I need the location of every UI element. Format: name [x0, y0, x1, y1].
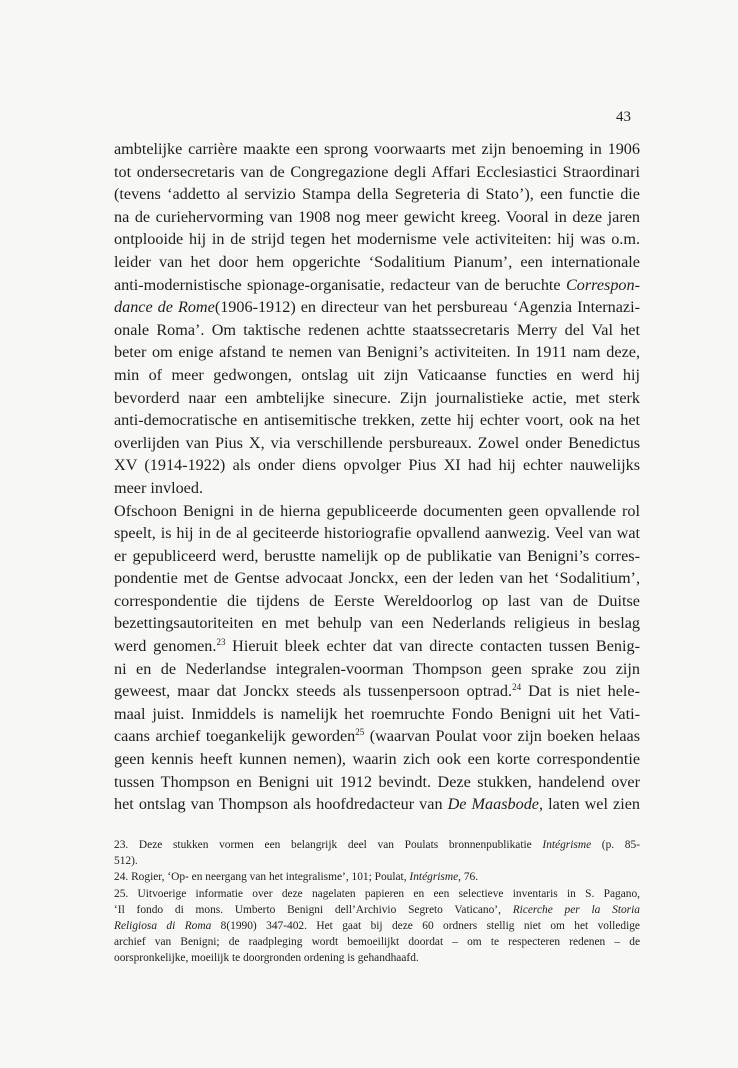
- body-line: [114, 274, 640, 297]
- body-line: er gepubliceerd werd, berustte namelijk op de publikatie van Benigni’s corres-: [114, 546, 640, 565]
- book-title: Intégrisme: [409, 871, 459, 884]
- body-fragment: (waarvan Poulat voor zijn boeken helaas: [364, 727, 640, 746]
- body-line: Ofschoon Benigni in de hierna gepubliceerde documenten geen opvallende rol: [114, 501, 640, 520]
- body-line: maal juist. Inmiddels is namelijk het roemruchte Fondo Benigni uit het Vati-: [114, 704, 640, 723]
- body-line: ambtelijke carrière maakte een sprong voorwaarts met zijn benoeming in 1906: [114, 140, 640, 158]
- body-line: anti-democratische en antisemitische trekken, zette hij echter voort, ook na het: [114, 411, 640, 430]
- body-fragment: anti-modernistische spionage-organisatie, redacteur van de beruchte: [114, 275, 561, 294]
- body-line: na de curiehervorming van 1908 nog meer gewicht kreeg. Vooral in deze jaren: [114, 207, 640, 226]
- body-fragment: werd genomen.: [114, 637, 217, 656]
- body-line: beter om enige afstand te nemen van Benigni’s activiteiten. In 1911 nam deze,: [114, 343, 640, 362]
- body-fragment: Dat is niet hele-: [521, 682, 640, 701]
- body-fragment: geweest, maar dat Jonckx steeds als tussenpersoon optrad.: [114, 682, 513, 701]
- footnote-25-cont: [114, 918, 640, 934]
- footnote-text: 24. Rogier, ‘Op- en neergang van het integralisme’, 101; Poulat,: [114, 871, 410, 884]
- body-fragment: het ontslag van Thompson als hoofdredacteur van: [114, 795, 448, 814]
- body-line: [114, 296, 640, 319]
- page-number: 43: [616, 109, 631, 125]
- footnote-25-cont: oorspronkelijke, moeilijk te doorgronden ordening is gehandhaafd.: [114, 952, 419, 965]
- body-line: pondentie met de Gentse advocaat Jonckx, een der leden van het ‘Sodalitium’,: [114, 569, 640, 588]
- body-line: leider van het door hem opgerichte ‘Sodalitium Pianum’, een internationale: [114, 252, 640, 271]
- body-line: overlijden van Pius X, via verschillende persbureaux. Zowel onder Benedictus: [114, 433, 640, 452]
- body-line: correspondentie die tijdens de Eerste Wereldoorlog op last van de Duitse: [114, 591, 640, 610]
- footnote-text: 23. Deze stukken vormen een belangrijk deel van Poulats bronnenpublikatie: [114, 839, 543, 851]
- journal-title: Ricerche per la Storia: [512, 903, 640, 916]
- body-fragment: (1906-1912) en directeur van het persbureau ‘Agenzia Internazi-: [214, 298, 640, 317]
- footnote-23: [114, 837, 640, 853]
- footnote-23-cont: 512).: [114, 855, 138, 868]
- body-fragment: caans archief toegankelijk geworden: [114, 727, 356, 746]
- book-title: Intégrisme: [542, 839, 592, 851]
- body-line: [114, 635, 640, 658]
- footnote-24: [114, 869, 640, 885]
- body-line: XV (1914-1922) als onder diens opvolger Pius XI had hij echter nauwelijks: [114, 456, 640, 475]
- journal-title: dance de Rome: [114, 298, 215, 317]
- body-text: [114, 138, 640, 816]
- body-fragment: Hieruit bleek echter dat van directe contacten tussen Benig-: [225, 637, 640, 656]
- body-fragment: , laten wel zien: [538, 795, 640, 814]
- footnote-25: 25. Uitvoerige informatie over deze nagelaten papieren en een selectieve inventaris in S. Pagano,: [114, 887, 640, 900]
- footnote-ref-25[interactable]: 25: [355, 727, 365, 738]
- journal-title: Religiosa di Roma: [114, 920, 212, 933]
- body-line: tot ondersecretaris van de Congregazione degli Affari Ecclesiastici Straordinari: [114, 162, 640, 181]
- body-line: (tevens ‘addetto al servizio Stampa della Segreteria di Stato’), een functie die: [114, 185, 640, 204]
- footnote-text: ‘Il fondo di mons. Umberto Benigni dell’Archivio Segreto Vaticano’,: [114, 903, 513, 916]
- footnotes: [114, 837, 640, 967]
- newspaper-title: De Maasbode: [447, 795, 539, 814]
- body-line: speelt, is hij in de al geciteerde historiografie opvallend aanwezig. Veel van wat: [114, 524, 640, 543]
- footnote-25-cont: [114, 902, 640, 918]
- footnote-25-cont: archief van Benigni; de raadpleging wordt bemoeilijkt doordat – om te respecteren redenen – de: [114, 936, 640, 949]
- body-line: [114, 793, 640, 816]
- body-line: bezettingsautoriteiten en met behulp van een Nederlands religieus in beslag: [114, 614, 640, 633]
- footnote-ref-23[interactable]: 23: [216, 637, 226, 648]
- footnote-ref-24[interactable]: 24: [512, 682, 522, 693]
- body-line: ontplooide hij in de strijd tegen het modernisme vele activiteiten: hij was o.m.: [114, 230, 640, 249]
- body-line: tussen Thompson en Benigni uit 1912 bevindt. Deze stukken, handelend over: [114, 772, 640, 791]
- body-line: onale Roma’. Om taktische redenen achtte staatssecretaris Merry del Val het: [114, 320, 640, 339]
- footnote-text: , 76.: [458, 871, 479, 884]
- footnote-text: (p. 85-: [591, 839, 640, 851]
- journal-title: Correspon-: [565, 275, 641, 294]
- body-line: min of meer gedwongen, ontslag uit zijn Vaticaanse functies en werd hij: [114, 365, 640, 384]
- body-line: meer invloed.: [114, 478, 203, 497]
- body-line: ni en de Nederlandse integralen-voorman Thompson geen sprake zou zijn: [114, 659, 640, 678]
- body-line: geen kennis heeft kunnen nemen), waarin zich ook een korte correspondentie: [114, 750, 640, 769]
- body-line: [114, 680, 640, 703]
- body-line: bevorderd naar een ambtelijke sinecure. Zijn journalistieke actie, met sterk: [114, 388, 640, 407]
- body-line: [114, 725, 640, 748]
- footnote-text: 8(1990) 347-402. Het gaat bij deze 60 ordners stellig niet om het volledige: [211, 920, 640, 933]
